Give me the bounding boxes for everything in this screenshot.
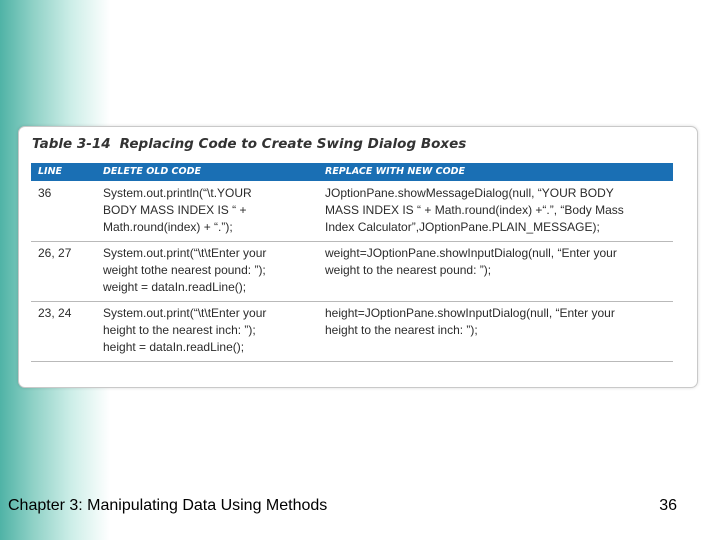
code-line: MASS INDEX IS “ + Math.round(index) +“.”, “Body Mass <box>325 203 624 217</box>
page-number: 36 <box>659 497 677 514</box>
table-row <box>31 182 673 242</box>
code-line: height to the nearest inch: ”); <box>325 323 478 337</box>
table-row <box>31 242 673 302</box>
code-line: weight to the nearest pound: ”); <box>325 263 492 277</box>
code-line: System.out.println(“\t.YOUR <box>103 186 252 200</box>
cell-old-code <box>103 305 318 356</box>
code-line: JOptionPane.showMessageDialog(null, “YOUR BODY <box>325 186 614 200</box>
column-header-delete-old-code: DELETE OLD CODE <box>103 166 201 177</box>
cell-old-code <box>103 185 318 236</box>
cell-line-number: 23, 24 <box>38 306 72 320</box>
code-line: weight = dataIn.readLine(); <box>103 280 247 294</box>
footer-chapter-title: Chapter 3: Manipulating Data Using Methods <box>8 497 328 514</box>
code-line: height to the nearest inch: ”); <box>103 323 256 337</box>
code-line: weight=JOptionPane.showInputDialog(null, “Enter your <box>325 246 617 260</box>
table-row <box>31 302 673 362</box>
table-figure <box>18 126 698 388</box>
code-line: weight tothe nearest pound: ”); <box>103 263 266 277</box>
cell-new-code <box>325 185 670 236</box>
column-header-line: LINE <box>38 166 63 177</box>
cell-new-code <box>325 245 670 279</box>
code-line: Index Calculator”,JOptionPane.PLAIN_MESSAGE); <box>325 220 600 234</box>
cell-line-number: 36 <box>38 186 52 200</box>
table-header-row <box>31 163 673 181</box>
table-caption-title: Replacing Code to Create Swing Dialog Boxes <box>119 136 467 152</box>
column-header-replace-with-new-code: REPLACE WITH NEW CODE <box>325 166 466 177</box>
cell-line-number: 26, 27 <box>38 246 72 260</box>
code-line: System.out.print(“\t\tEnter your <box>103 306 267 320</box>
code-line: height = dataIn.readLine(); <box>103 340 245 354</box>
code-line: BODY MASS INDEX IS “ + <box>103 203 247 217</box>
table-caption-number: Table 3-14 <box>32 136 111 152</box>
code-line: Math.round(index) + “.”); <box>103 220 233 234</box>
cell-old-code <box>103 245 318 296</box>
code-line: height=JOptionPane.showInputDialog(null, “Enter your <box>325 306 615 320</box>
code-line: System.out.print(“\t\tEnter your <box>103 246 267 260</box>
table-caption <box>32 136 466 152</box>
cell-new-code <box>325 305 670 339</box>
